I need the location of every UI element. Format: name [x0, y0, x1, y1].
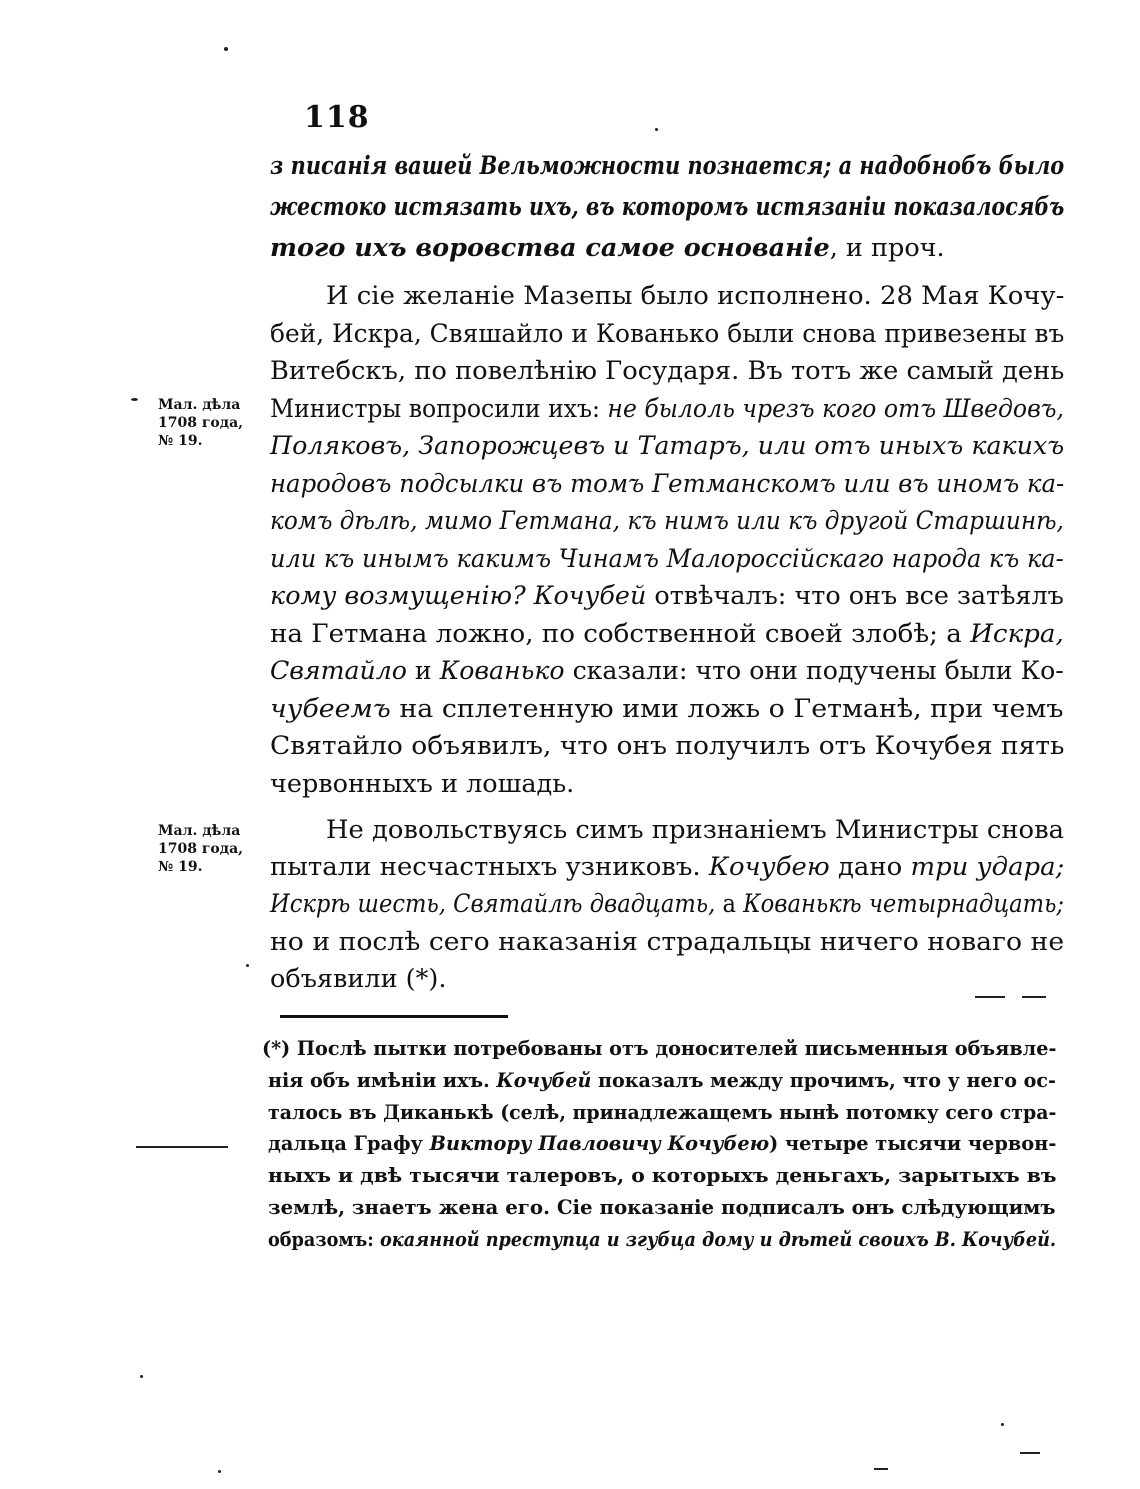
margin-note — [158, 396, 268, 450]
text-line: комъ дѣлѣ, мимо Гетмана, къ нимъ или къ другой Старшинѣ, — [270, 506, 1064, 536]
text-line: Витебскъ, по повелѣнію Государя. Въ тотъ же самый день — [270, 356, 1065, 386]
scan-speck — [655, 128, 658, 131]
scan-speck — [246, 964, 249, 967]
margin-note — [158, 822, 268, 876]
scan-mark — [136, 1146, 228, 1148]
scan-speck — [1001, 1423, 1004, 1426]
text-line: или къ инымъ какимъ Чинамъ Малороссійскаго народа къ ка- — [270, 543, 1064, 574]
text-line: пытали несчастныхъ узниковъ. Кочубею дано три удара; — [270, 852, 1065, 883]
text-line: объявили (*). — [270, 963, 447, 994]
margin-note-line: 1708 года, — [158, 841, 244, 857]
footnote-line: дальца Графу Виктору Павловичу Кочубею) четыре тысячи червон- — [268, 1132, 1057, 1156]
text-line: червонныхъ и лошадь. — [270, 768, 575, 799]
text-line: Министры вопросили ихъ: не былоль чрезъ кого отъ Шведовъ, — [270, 393, 1064, 424]
footnote-line: талось въ Диканькѣ (селѣ, принадлежащемъ нынѣ потомку сего стра- — [268, 1100, 1057, 1124]
page-number: 118 — [304, 100, 370, 135]
scan-speck — [224, 47, 228, 51]
footnote-separator — [280, 1015, 508, 1018]
footnote-line: землѣ, знаетъ жена его. Сіе показаніе подписалъ онъ слѣдующимъ — [268, 1196, 1056, 1219]
margin-note-line: № 19. — [158, 859, 203, 875]
scan-speck — [218, 1470, 221, 1473]
text-line: но и послѣ сего наказанія страдальцы ничего новаго не — [270, 926, 1065, 957]
margin-note-line: № 19. — [158, 433, 203, 449]
margin-note-line: 1708 года, — [158, 415, 244, 431]
text-line: на Гетмана ложно, по собственной своей злобѣ; а Искра, — [270, 618, 1064, 649]
text-line: Не довольствуясь симъ признаніемъ Министры снова — [326, 815, 1065, 845]
text-line: Святайло и Кованько сказали: что они подучены были Ко- — [270, 656, 1064, 686]
scan-speck — [131, 398, 138, 401]
scan-speck — [140, 1375, 143, 1378]
text-line: бей, Искра, Свяшайло и Кованько были снова привезены въ — [270, 318, 1065, 349]
footnote-line: нія объ имѣніи ихъ. Кочубей показалъ между прочимъ, что у него ос- — [268, 1068, 1056, 1092]
text-line: Поляковъ, Запорожцевъ и Татаръ, или отъ иныхъ какихъ — [270, 431, 1065, 461]
footnote-line: (*) Послѣ пытки потребованы отъ доносителей письменныя объявле- — [262, 1037, 1057, 1060]
margin-note-line: Мал. дѣла — [158, 397, 241, 413]
text-line: народовъ подсылки въ томъ Гетманскомъ или въ иномъ ка- — [270, 468, 1065, 499]
scan-mark — [1022, 996, 1046, 998]
scan-mark — [874, 1468, 888, 1470]
footnote-line: образомъ: окаянной преступца и згубца дому и дѣтей своихъ В. Кочубей. — [268, 1227, 1057, 1251]
text-line: кому возмущенію? Кочубей отвѣчалъ: что онъ все затѣялъ — [270, 581, 1064, 611]
text-line: з писанія вашей Вельможности познается; а надобнобъ было — [270, 151, 1065, 181]
text-line: жестоко истязать ихъ, въ которомъ истязаніи показалосябъ — [270, 192, 1065, 222]
text-line: И сіе желаніе Мазепы было исполнено. 28 Мая Кочу- — [326, 281, 1065, 311]
scan-mark — [975, 996, 1005, 998]
text-line: того ихъ воровства самое основаніе, и проч. — [270, 233, 945, 263]
text-line: чубеемъ на сплетенную ими ложь о Гетманѣ, при чемъ — [270, 693, 1064, 724]
footnote-line: ныхъ и двѣ тысячи талеровъ, о которыхъ деньгахъ, зарытыхъ въ — [268, 1164, 1057, 1188]
scan-mark — [1020, 1452, 1040, 1454]
margin-note-line: Мал. дѣла — [158, 823, 241, 839]
text-line: Искрѣ шесть, Святайлѣ двадцать, а Кованькѣ четырнадцать; — [270, 889, 1065, 920]
text-line: Святайло объявилъ, что онъ получилъ отъ Кочубея пять — [270, 731, 1065, 761]
